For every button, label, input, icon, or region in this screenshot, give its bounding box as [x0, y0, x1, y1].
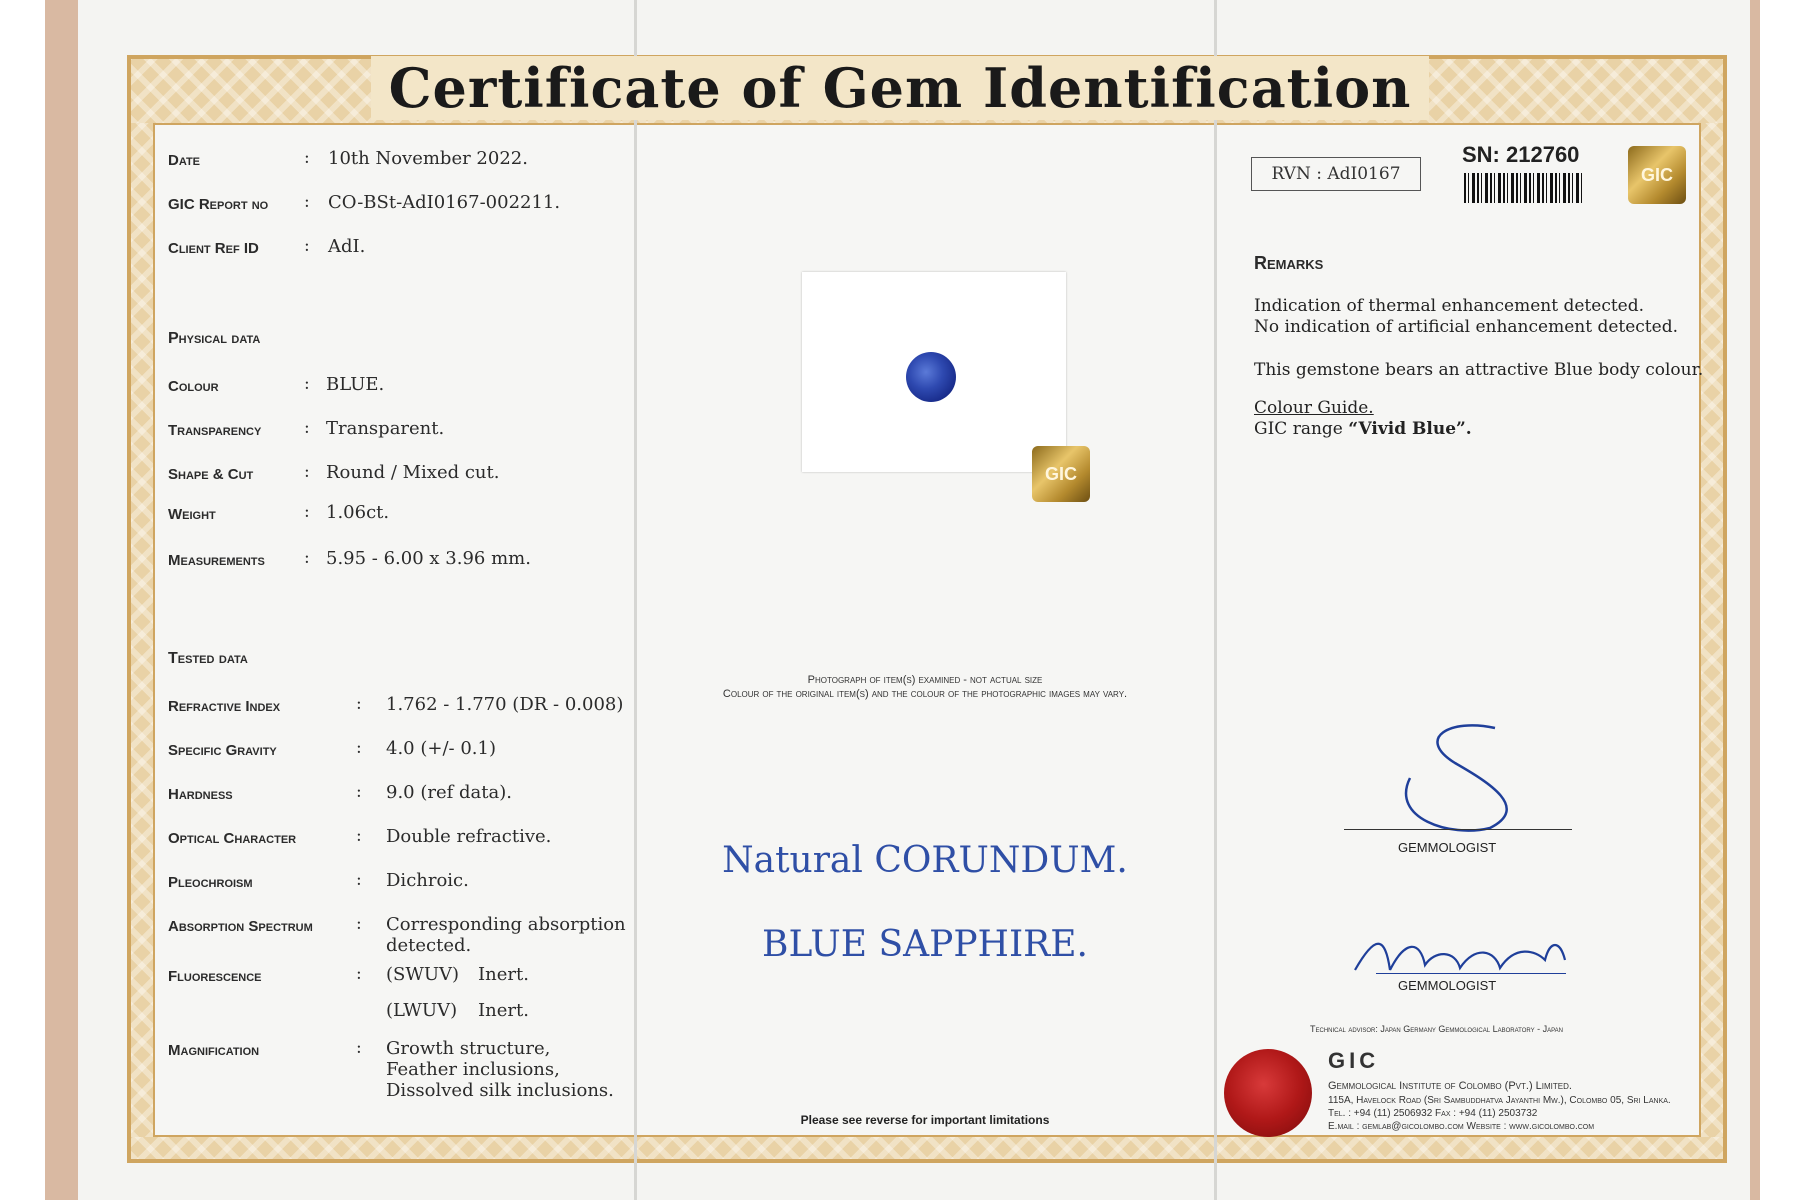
pleochroism-value: Dichroic.	[386, 870, 469, 891]
border-band-right	[1699, 123, 1723, 1137]
remarks-heading: Remarks	[1254, 253, 1324, 273]
photo-note-line1: Photograph of item(s) examined - not actual size	[807, 674, 1043, 686]
colon: :	[356, 826, 362, 846]
institute-name: Gemmological Institute of Colombo (Pvt.) Limited.	[1328, 1080, 1572, 1092]
colon: :	[356, 694, 362, 714]
variety-name: BLUE SAPPHIRE.	[761, 924, 1088, 965]
colour-label: Colour	[168, 378, 219, 395]
lwuv-label: (LWUV)	[386, 1000, 458, 1021]
optical-character-value: Double refractive.	[386, 826, 552, 847]
magnification-label: Magnification	[168, 1042, 260, 1059]
swuv-value: Inert.	[478, 964, 529, 985]
signature-line-1	[1344, 829, 1572, 830]
colour-value: BLUE.	[326, 374, 385, 395]
colon: :	[304, 374, 310, 394]
gic-hologram-seal: GIC	[1032, 446, 1090, 502]
certificate-border	[127, 55, 1727, 1163]
absorption-spectrum-label: Absorption Spectrum	[168, 918, 313, 935]
technical-advisor-note: Technical advisor: Japan Germany Gemmological Laboratory - Japan	[1310, 1024, 1563, 1034]
colon: :	[304, 548, 310, 568]
colon: :	[304, 418, 310, 438]
fold-line-left	[634, 0, 637, 1200]
remark-line-3: This gemstone bears an attractive Blue body colour.	[1254, 360, 1704, 380]
colon: :	[356, 738, 362, 758]
measurements-value: 5.95 - 6.00 x 3.96 mm.	[326, 548, 531, 569]
colon: :	[356, 870, 362, 890]
lwuv-value: Inert.	[478, 1000, 529, 1021]
reverse-limitations-note: Please see reverse for important limitations	[800, 1113, 1050, 1127]
specific-gravity-value: 4.0 (+/- 0.1)	[386, 738, 496, 759]
client-ref-value: AdI.	[328, 236, 366, 257]
refractive-index-label: Refractive Index	[168, 698, 281, 715]
gemmologist-label-2: GEMMOLOGIST	[1398, 978, 1497, 993]
rvn-box: RVN : AdI0167	[1251, 157, 1421, 191]
fold-line-right	[1214, 0, 1217, 1200]
gic-range-value: “Vivid Blue”.	[1348, 419, 1472, 439]
transparency-label: Transparency	[168, 422, 262, 439]
gic-brand: GIC	[1328, 1048, 1380, 1073]
swuv-label: (SWUV)	[386, 964, 460, 985]
gemmologist-label-1: GEMMOLOGIST	[1398, 840, 1497, 855]
specific-gravity-label: Specific Gravity	[168, 742, 277, 759]
report-no-label: GIC Report no	[168, 196, 269, 213]
colon: :	[356, 914, 362, 934]
sapphire-photo	[906, 352, 956, 402]
species-name: Natural CORUNDUM.	[722, 840, 1128, 881]
colon: :	[304, 148, 310, 168]
gemmologist-signature-1	[1370, 718, 1540, 838]
border-band-bottom	[131, 1135, 1723, 1159]
colon: :	[356, 1038, 362, 1058]
date-value: 10th November 2022.	[328, 148, 528, 169]
weight-value: 1.06ct.	[326, 502, 390, 523]
date-label: Date	[168, 152, 201, 169]
magnification-value-line3: Dissolved silk inclusions.	[386, 1080, 614, 1101]
refractive-index-value: 1.762 - 1.770 (DR - 0.008)	[386, 694, 624, 715]
hardness-label: Hardness	[168, 786, 233, 803]
pleochroism-label: Pleochroism	[168, 874, 253, 891]
signature-line-2	[1376, 973, 1566, 974]
serial-number: SN: 212760	[1462, 142, 1580, 167]
report-no-value: CO-BSt-AdI0167-002211.	[328, 192, 561, 213]
transparency-value: Transparent.	[326, 418, 445, 439]
institute-address: 115A, Havelock Road (Sri Sambuddhatva Jayanthi Mw.), Colombo 05, Sri Lanka.	[1328, 1095, 1671, 1106]
fluorescence-label: Fluorescence	[168, 968, 262, 985]
optical-character-label: Optical Character	[168, 830, 297, 847]
magnification-value-line1: Growth structure,	[386, 1038, 551, 1059]
certificate-title: Certificate of Gem Identification	[0, 56, 1800, 120]
tested-data-heading: Tested data	[168, 650, 248, 667]
institute-email-web: E.mail : gemlab@gicolombo.com Website : www.gicolombo.com	[1328, 1121, 1595, 1132]
colon: :	[304, 462, 310, 482]
barcode	[1464, 173, 1582, 203]
remark-line-2: No indication of artificial enhancement detected.	[1254, 317, 1678, 337]
absorption-value-line1: Corresponding absorption	[386, 914, 626, 935]
measurements-label: Measurements	[168, 552, 265, 569]
colon: :	[356, 782, 362, 802]
shape-cut-label: Shape & Cut	[168, 466, 254, 483]
shape-cut-value: Round / Mixed cut.	[326, 462, 500, 483]
colon: :	[304, 502, 310, 522]
photo-note-line2: Colour of the original item(s) and the colour of the photographic images may vary.	[722, 688, 1128, 700]
gic-hologram-seal-right: GIC	[1628, 146, 1686, 204]
colon: :	[304, 236, 310, 256]
border-band-left	[131, 123, 155, 1137]
physical-data-heading: Physical data	[168, 330, 261, 347]
wax-seal	[1224, 1049, 1312, 1137]
absorption-value-line2: detected.	[386, 935, 472, 956]
institute-phone: Tel. : +94 (11) 2506932 Fax : +94 (11) 2503732	[1328, 1108, 1538, 1119]
remark-line-1: Indication of thermal enhancement detected.	[1254, 296, 1645, 316]
weight-label: Weight	[168, 506, 216, 523]
gic-range-line	[1254, 419, 1472, 439]
colon: :	[356, 964, 362, 984]
client-ref-label: Client Ref ID	[168, 240, 259, 257]
colon: :	[304, 192, 310, 212]
gic-range-prefix: GIC range	[1254, 419, 1349, 439]
hardness-value: 9.0 (ref data).	[386, 782, 512, 803]
colour-guide-label: Colour Guide.	[1254, 398, 1374, 418]
magnification-value-line2: Feather inclusions,	[386, 1059, 560, 1080]
